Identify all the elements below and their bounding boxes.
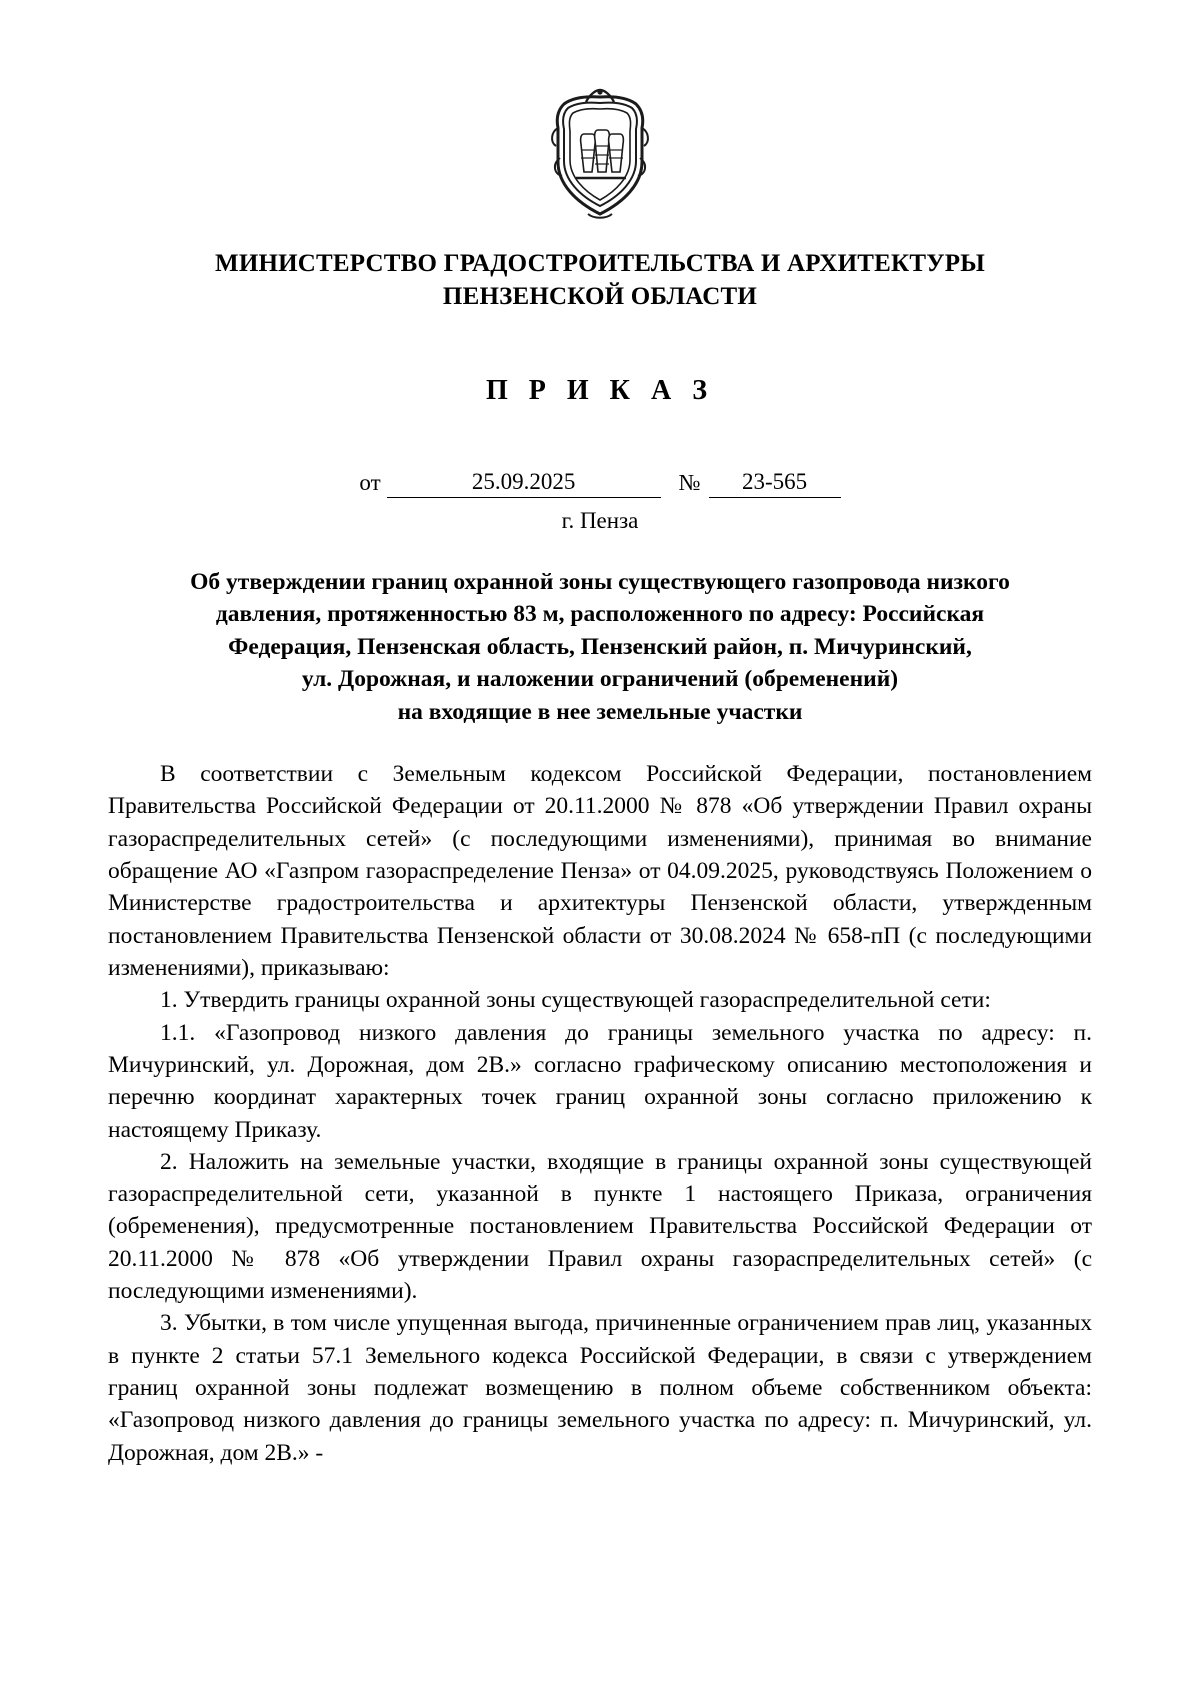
document-title-line-5: на входящие в нее земельные участки	[397, 698, 803, 725]
document-title	[108, 566, 1092, 728]
number-value: 23-565	[709, 469, 841, 498]
date-number-line	[108, 469, 1092, 498]
body-paragraph-5: 3. Убытки, в том числе упущенная выгода, причиненные ограничением прав лиц, указанных в пункте 2 статьи 57.1 Земельного кодекса Российской Федерации, в связи с утверждением границ охранной зоны подлежат возмещению в полном объеме собственником объекта: «Газопровод низкого давления до границы земельного участка по адресу: п. Мичуринский, ул. Дорожная, дом 2В.» -	[108, 1310, 1092, 1466]
body-paragraph-2: 1. Утвердить границы охранной зоны существующей газораспределительной сети:	[160, 987, 991, 1014]
body-paragraph-4: 2. Наложить на земельные участки, входящие в границы охранной зоны существующей газораспределительной сети, указанной в пункте 1 настоящего Приказа, ограничения (обременения), предусмотренные постановлением Правительства Российской Федерации от 20.11.2000 № 878 «Об утверждении Правил охраны газораспределительных сетей» (с последующими изменениями).	[108, 1148, 1092, 1305]
document-title-line-3: Федерация, Пензенская область, Пензенский район, п. Мичуринский,	[228, 633, 972, 660]
document-type-heading: П Р И К А З	[486, 375, 714, 406]
document-body	[108, 758, 1092, 1469]
date-label: от	[359, 470, 381, 495]
number-label: №	[678, 470, 701, 495]
city-line: г. Пенза	[561, 508, 639, 533]
body-paragraph-1: В соответствии с Земельным кодексом Российской Федерации, постановлением Правительства Российской Федерации от 20.11.2000 № 878 «Об утверждении Правил охраны газораспределительных сетей» (с последующими изменениями), принимая во внимание обращение АО «Газпром газораспределение Пенза» от 04.09.2025, руководствуясь Положением о Министерстве градостроительства и архитектуры Пензенской области, утвержденным постановлением Правительства Пензенской области от 30.08.2024 № 658-пП (с последующими изменениями), приказываю:	[108, 761, 1092, 981]
body-paragraph-3: 1.1. «Газопровод низкого давления до границы земельного участка по адресу: п. Мичуринский, ул. Дорожная, дом 2В.» согласно графическому описанию местоположения и перечню координат характерных точек границ охранной зоны согласно приложению к настоящему Приказу.	[108, 1019, 1092, 1143]
document-title-line-2: давления, протяженностью 83 м, расположенного по адресу: Российская	[215, 601, 985, 628]
document-title-line-1: Об утверждении границ охранной зоны существующего газопровода низкого	[190, 569, 1010, 595]
coat-of-arms-penza-region-icon	[548, 88, 652, 220]
date-value: 25.09.2025	[387, 469, 661, 498]
document-title-line-4: ул. Дорожная, и наложении ограничений (обременений)	[301, 666, 899, 693]
ministry-heading	[108, 248, 1092, 313]
emblem-container	[108, 88, 1092, 220]
ministry-heading-line2: ПЕНЗЕНСКОЙ ОБЛАСТИ	[442, 282, 758, 310]
ministry-heading-line1: МИНИСТЕРСТВО ГРАДОСТРОИТЕЛЬСТВА И АРХИТЕКТУРЫ	[215, 250, 985, 277]
